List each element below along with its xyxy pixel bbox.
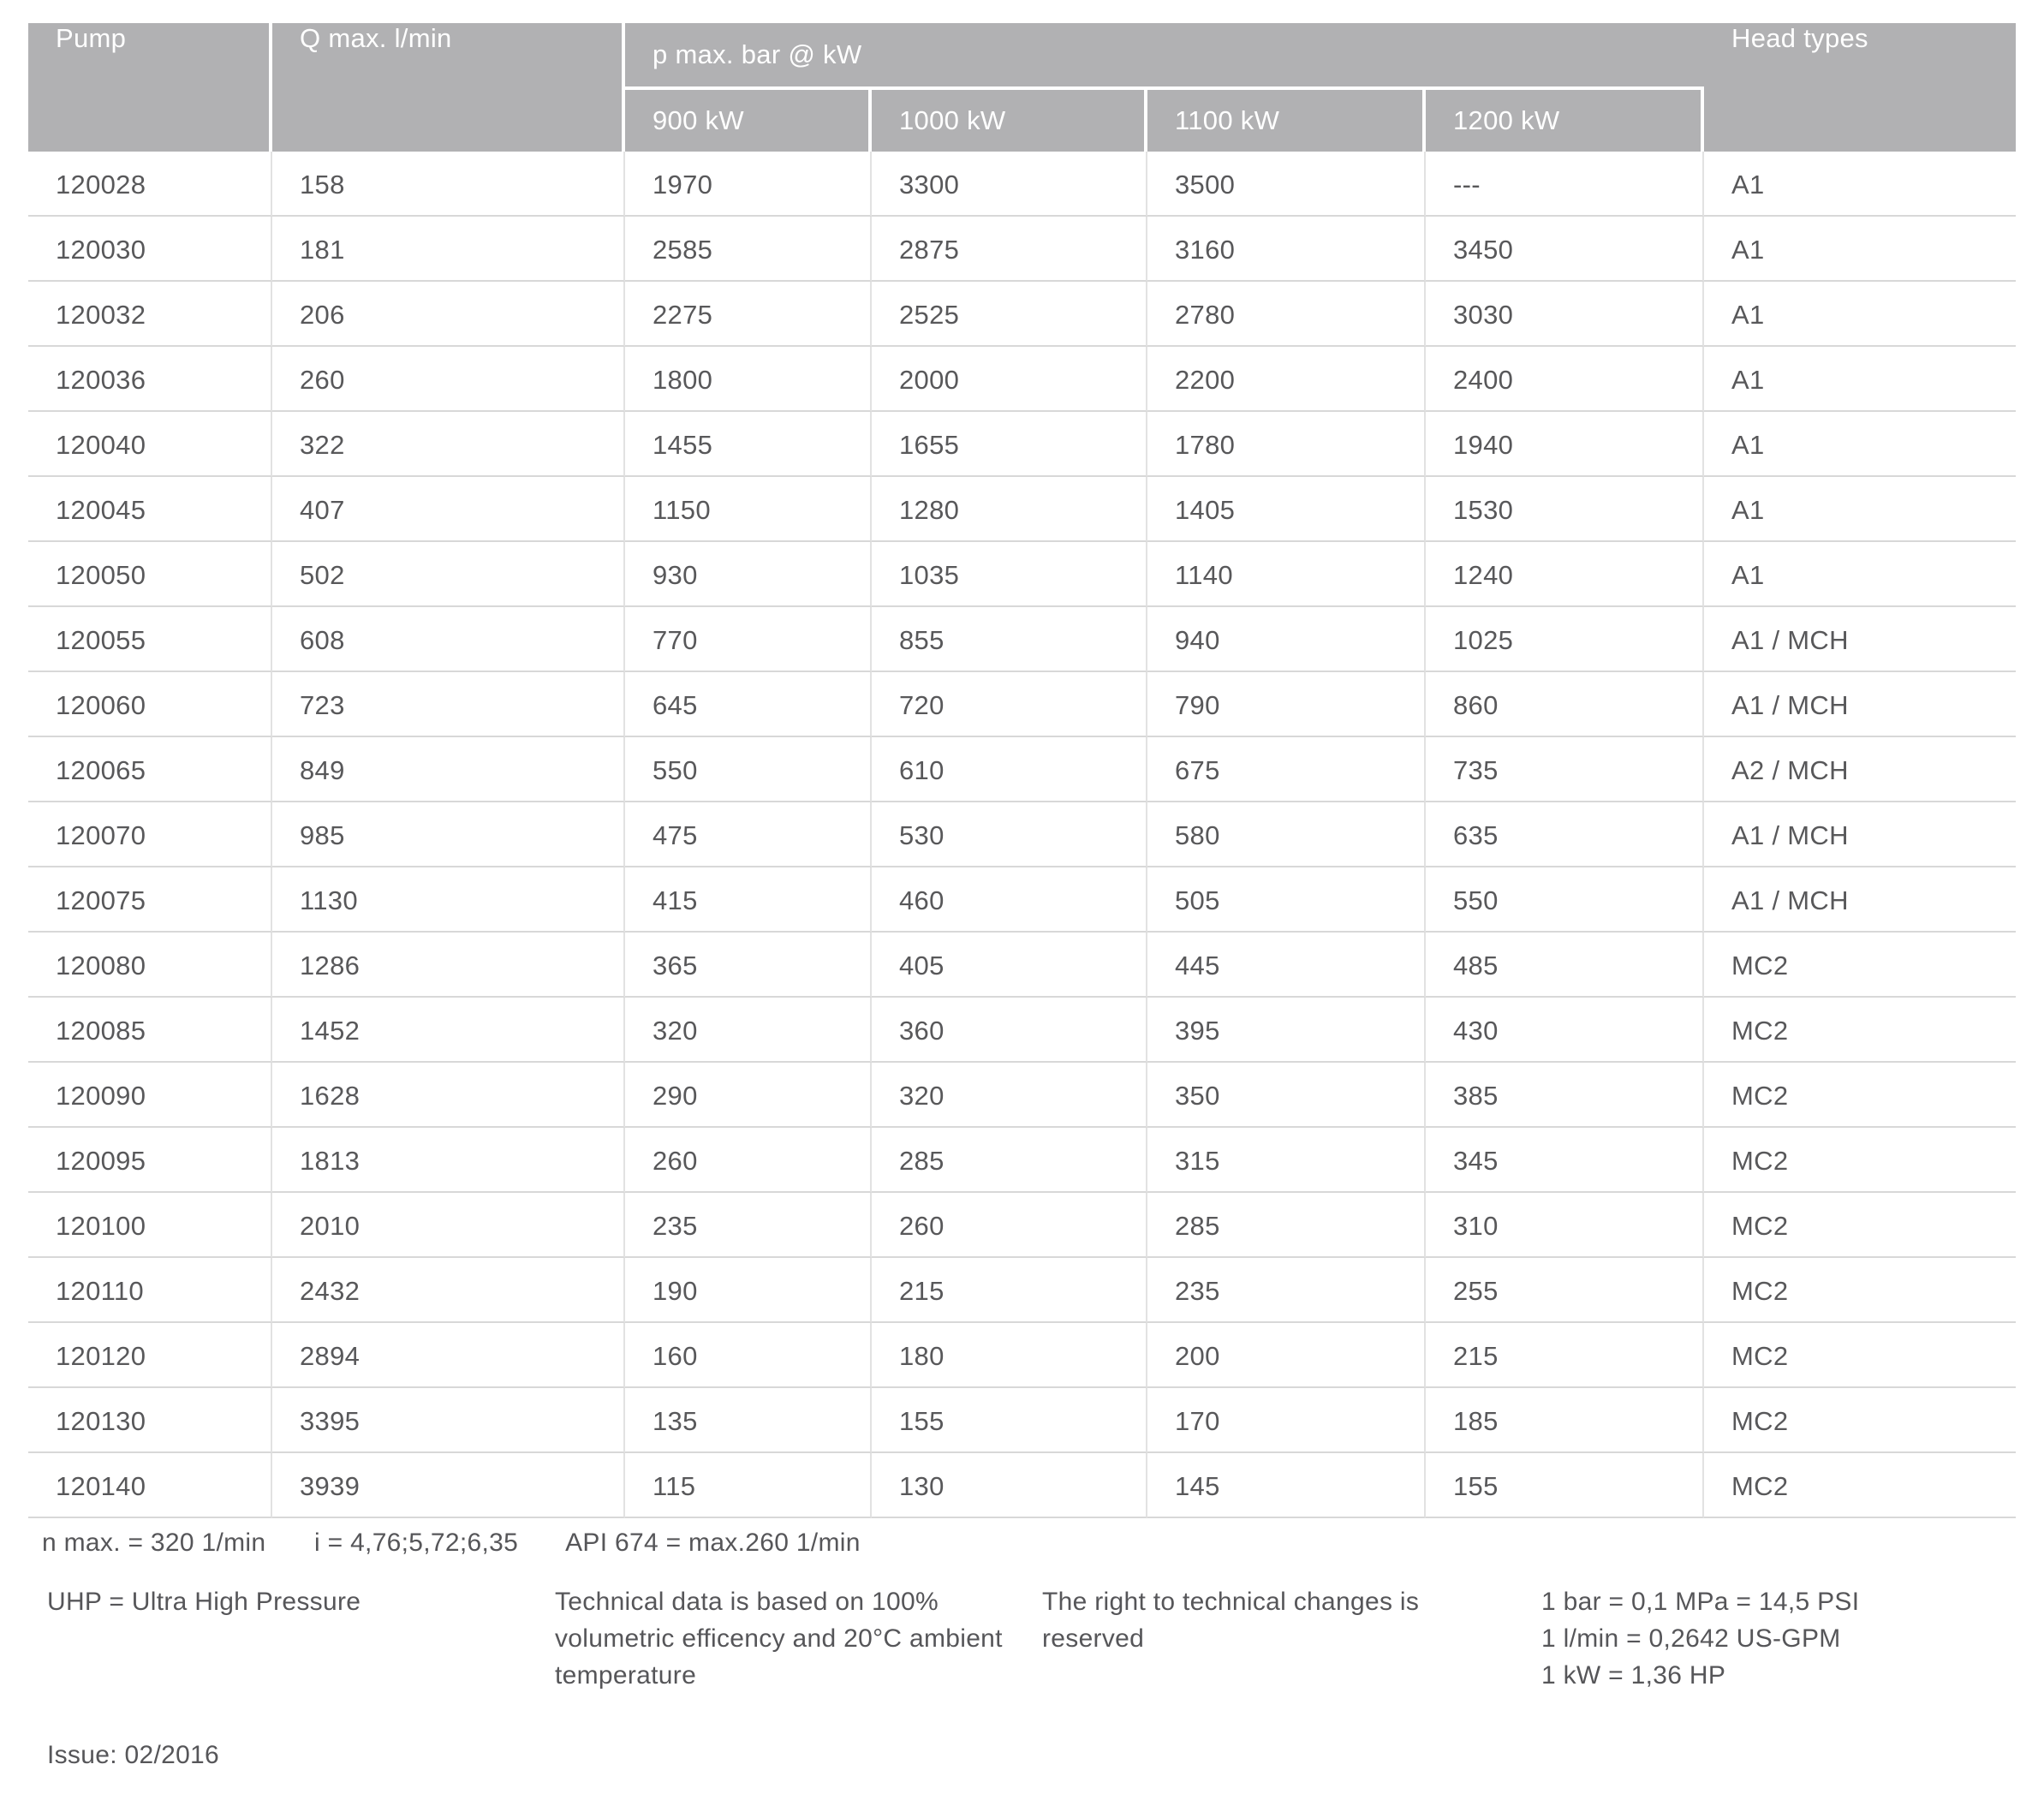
q-max-cell: 1628 <box>272 1063 625 1128</box>
table-row <box>28 217 2016 282</box>
pump-id-cell: 120085 <box>28 998 272 1063</box>
p-max-1000kw-cell: 155 <box>872 1388 1147 1453</box>
q-max-cell: 3395 <box>272 1388 625 1453</box>
p-max-1100kw-cell: 145 <box>1147 1453 1426 1518</box>
q-max-cell: 2010 <box>272 1193 625 1258</box>
p-max-900kw-cell: 290 <box>625 1063 872 1128</box>
technical-note: Technical data is based on 100% volumetric efficency and 20°C ambient temperature <box>555 1588 1003 1690</box>
pump-id-cell: 120120 <box>28 1323 272 1388</box>
p-max-1200kw-cell: 2400 <box>1426 347 1704 412</box>
p-max-1100kw-cell: 285 <box>1147 1193 1426 1258</box>
p-max-900kw-cell: 115 <box>625 1453 872 1518</box>
p-max-900kw-cell: 645 <box>625 672 872 737</box>
head-type-cell: MC2 <box>1704 1323 2016 1388</box>
p-max-900kw-cell: 475 <box>625 802 872 867</box>
p-max-1100kw-cell: 2200 <box>1147 347 1426 412</box>
head-type-cell: MC2 <box>1704 998 2016 1063</box>
head-type-cell: MC2 <box>1704 1128 2016 1193</box>
head-type-cell: A1 / MCH <box>1704 607 2016 672</box>
q-max-cell: 1452 <box>272 998 625 1063</box>
p-max-1100kw-cell: 1780 <box>1147 412 1426 477</box>
head-type-cell: A1 <box>1704 217 2016 282</box>
pump-id-cell: 120060 <box>28 672 272 737</box>
pump-id-cell: 120050 <box>28 542 272 607</box>
p-max-900kw-cell: 190 <box>625 1258 872 1323</box>
p-max-900kw-cell: 260 <box>625 1128 872 1193</box>
pump-id-cell: 120055 <box>28 607 272 672</box>
head-type-cell: A1 <box>1704 477 2016 542</box>
pump-id-cell: 120080 <box>28 933 272 998</box>
pump-id-cell: 120130 <box>28 1388 272 1453</box>
table-row <box>28 998 2016 1063</box>
p-max-1100kw-cell: 315 <box>1147 1128 1426 1193</box>
p-max-1200kw-cell: 735 <box>1426 737 1704 802</box>
head-type-cell: MC2 <box>1704 1453 2016 1518</box>
p-max-1100kw-cell: 1405 <box>1147 477 1426 542</box>
header-pump: Pump <box>28 23 272 152</box>
p-max-1100kw-cell: 445 <box>1147 933 1426 998</box>
p-max-1000kw-cell: 1035 <box>872 542 1147 607</box>
table-row <box>28 412 2016 477</box>
pump-id-cell: 120110 <box>28 1258 272 1323</box>
table-row <box>28 347 2016 412</box>
p-max-900kw-cell: 550 <box>625 737 872 802</box>
p-max-900kw-cell: 320 <box>625 998 872 1063</box>
p-max-1200kw-cell: 1530 <box>1426 477 1704 542</box>
p-max-1000kw-cell: 285 <box>872 1128 1147 1193</box>
pump-id-cell: 120075 <box>28 867 272 933</box>
p-max-1000kw-cell: 1655 <box>872 412 1147 477</box>
p-max-1200kw-cell: --- <box>1426 152 1704 217</box>
q-max-cell: 608 <box>272 607 625 672</box>
p-max-1000kw-cell: 1280 <box>872 477 1147 542</box>
conversion-kw: 1 kW = 1,36 HP <box>1541 1661 1726 1690</box>
head-type-cell: MC2 <box>1704 1193 2016 1258</box>
i-ratio-note: i = 4,76;5,72;6,35 <box>314 1529 519 1557</box>
p-max-900kw-cell: 2585 <box>625 217 872 282</box>
head-type-cell: A1 / MCH <box>1704 672 2016 737</box>
p-max-1200kw-cell: 3030 <box>1426 282 1704 347</box>
p-max-900kw-cell: 770 <box>625 607 872 672</box>
p-max-900kw-cell: 160 <box>625 1323 872 1388</box>
p-max-1200kw-cell: 310 <box>1426 1193 1704 1258</box>
q-max-cell: 206 <box>272 282 625 347</box>
head-type-cell: A1 <box>1704 282 2016 347</box>
table-row <box>28 1128 2016 1193</box>
table-body <box>28 152 2016 1518</box>
table-row <box>28 737 2016 802</box>
rights-note: The right to technical changes is reserved <box>1042 1588 1420 1653</box>
uhp-note: UHP = Ultra High Pressure <box>47 1588 361 1616</box>
pump-id-cell: 120090 <box>28 1063 272 1128</box>
header-1200kw: 1200 kW <box>1426 90 1704 152</box>
pump-id-cell: 120045 <box>28 477 272 542</box>
pump-id-cell: 120030 <box>28 217 272 282</box>
footnote-line <box>28 1529 2016 1558</box>
p-max-1000kw-cell: 720 <box>872 672 1147 737</box>
pump-id-cell: 120095 <box>28 1128 272 1193</box>
p-max-1200kw-cell: 485 <box>1426 933 1704 998</box>
p-max-900kw-cell: 930 <box>625 542 872 607</box>
p-max-1200kw-cell: 1240 <box>1426 542 1704 607</box>
pump-id-cell: 120028 <box>28 152 272 217</box>
p-max-1200kw-cell: 860 <box>1426 672 1704 737</box>
p-max-1200kw-cell: 215 <box>1426 1323 1704 1388</box>
p-max-1000kw-cell: 260 <box>872 1193 1147 1258</box>
p-max-1100kw-cell: 940 <box>1147 607 1426 672</box>
head-type-cell: A1 / MCH <box>1704 867 2016 933</box>
head-type-cell: MC2 <box>1704 1258 2016 1323</box>
n-max-note: n max. = 320 1/min <box>42 1529 266 1557</box>
head-type-cell: A1 <box>1704 412 2016 477</box>
head-type-cell: MC2 <box>1704 933 2016 998</box>
head-type-cell: A1 <box>1704 152 2016 217</box>
header-1000kw: 1000 kW <box>872 90 1147 152</box>
p-max-1200kw-cell: 1025 <box>1426 607 1704 672</box>
pump-id-cell: 120065 <box>28 737 272 802</box>
p-max-900kw-cell: 2275 <box>625 282 872 347</box>
table-row <box>28 672 2016 737</box>
q-max-cell: 2894 <box>272 1323 625 1388</box>
p-max-1000kw-cell: 405 <box>872 933 1147 998</box>
q-max-cell: 260 <box>272 347 625 412</box>
table-row <box>28 542 2016 607</box>
p-max-1200kw-cell: 430 <box>1426 998 1704 1063</box>
p-max-1100kw-cell: 395 <box>1147 998 1426 1063</box>
p-max-1100kw-cell: 235 <box>1147 1258 1426 1323</box>
p-max-1100kw-cell: 350 <box>1147 1063 1426 1128</box>
q-max-cell: 158 <box>272 152 625 217</box>
head-type-cell: A2 / MCH <box>1704 737 2016 802</box>
q-max-cell: 322 <box>272 412 625 477</box>
head-type-cell: A1 <box>1704 542 2016 607</box>
table-row <box>28 282 2016 347</box>
p-max-1100kw-cell: 3160 <box>1147 217 1426 282</box>
p-max-900kw-cell: 1970 <box>625 152 872 217</box>
issue-label: Issue: 02/2016 <box>47 1741 220 1769</box>
q-max-cell: 1130 <box>272 867 625 933</box>
table-row <box>28 1388 2016 1453</box>
p-max-1200kw-cell: 385 <box>1426 1063 1704 1128</box>
pump-id-cell: 120100 <box>28 1193 272 1258</box>
pump-id-cell: 120040 <box>28 412 272 477</box>
p-max-1000kw-cell: 2000 <box>872 347 1147 412</box>
p-max-1200kw-cell: 3450 <box>1426 217 1704 282</box>
p-max-1000kw-cell: 215 <box>872 1258 1147 1323</box>
p-max-1000kw-cell: 530 <box>872 802 1147 867</box>
p-max-900kw-cell: 365 <box>625 933 872 998</box>
conversion-notes <box>1541 1583 1859 1694</box>
p-max-1000kw-cell: 610 <box>872 737 1147 802</box>
head-type-cell: MC2 <box>1704 1063 2016 1128</box>
header-q-max: Q max. l/min <box>272 23 625 152</box>
header-900kw: 900 kW <box>625 90 872 152</box>
pump-id-cell: 120032 <box>28 282 272 347</box>
table-row <box>28 152 2016 217</box>
p-max-1000kw-cell: 320 <box>872 1063 1147 1128</box>
p-max-1000kw-cell: 130 <box>872 1453 1147 1518</box>
q-max-cell: 502 <box>272 542 625 607</box>
pump-id-cell: 120036 <box>28 347 272 412</box>
q-max-cell: 985 <box>272 802 625 867</box>
p-max-1000kw-cell: 2525 <box>872 282 1147 347</box>
table-row <box>28 1063 2016 1128</box>
table-row <box>28 1323 2016 1388</box>
table-row <box>28 933 2016 998</box>
p-max-900kw-cell: 235 <box>625 1193 872 1258</box>
p-max-1000kw-cell: 460 <box>872 867 1147 933</box>
head-type-cell: MC2 <box>1704 1388 2016 1453</box>
header-1100kw: 1100 kW <box>1147 90 1426 152</box>
p-max-1000kw-cell: 2875 <box>872 217 1147 282</box>
p-max-1100kw-cell: 3500 <box>1147 152 1426 217</box>
p-max-1000kw-cell: 360 <box>872 998 1147 1063</box>
p-max-900kw-cell: 135 <box>625 1388 872 1453</box>
q-max-cell: 407 <box>272 477 625 542</box>
p-max-1100kw-cell: 580 <box>1147 802 1426 867</box>
p-max-1200kw-cell: 185 <box>1426 1388 1704 1453</box>
pump-spec-table <box>28 23 2016 1518</box>
head-type-cell: A1 <box>1704 347 2016 412</box>
footer-columns <box>28 1583 2016 1703</box>
header-head-types: Head types <box>1704 23 2016 152</box>
table-row <box>28 802 2016 867</box>
p-max-900kw-cell: 1455 <box>625 412 872 477</box>
table-row <box>28 477 2016 542</box>
p-max-1200kw-cell: 255 <box>1426 1258 1704 1323</box>
p-max-1100kw-cell: 170 <box>1147 1388 1426 1453</box>
p-max-1000kw-cell: 180 <box>872 1323 1147 1388</box>
p-max-1200kw-cell: 550 <box>1426 867 1704 933</box>
table-header <box>28 23 2016 152</box>
p-max-1000kw-cell: 3300 <box>872 152 1147 217</box>
p-max-1100kw-cell: 200 <box>1147 1323 1426 1388</box>
q-max-cell: 1286 <box>272 933 625 998</box>
table-row <box>28 1258 2016 1323</box>
p-max-900kw-cell: 415 <box>625 867 872 933</box>
q-max-cell: 2432 <box>272 1258 625 1323</box>
q-max-cell: 181 <box>272 217 625 282</box>
p-max-1100kw-cell: 790 <box>1147 672 1426 737</box>
p-max-1100kw-cell: 675 <box>1147 737 1426 802</box>
p-max-1200kw-cell: 1940 <box>1426 412 1704 477</box>
api-note: API 674 = max.260 1/min <box>565 1529 861 1557</box>
conversion-bar: 1 bar = 0,1 MPa = 14,5 PSI <box>1541 1588 1860 1616</box>
q-max-cell: 723 <box>272 672 625 737</box>
q-max-cell: 1813 <box>272 1128 625 1193</box>
p-max-1100kw-cell: 505 <box>1147 867 1426 933</box>
p-max-1200kw-cell: 155 <box>1426 1453 1704 1518</box>
table-row <box>28 1453 2016 1518</box>
p-max-1100kw-cell: 2780 <box>1147 282 1426 347</box>
pump-id-cell: 120070 <box>28 802 272 867</box>
p-max-900kw-cell: 1800 <box>625 347 872 412</box>
conversion-lmin: 1 l/min = 0,2642 US-GPM <box>1541 1624 1841 1653</box>
pump-id-cell: 120140 <box>28 1453 272 1518</box>
header-p-max-group: p max. bar @ kW <box>625 23 1704 90</box>
p-max-1200kw-cell: 345 <box>1426 1128 1704 1193</box>
table-row <box>28 607 2016 672</box>
table-row <box>28 1193 2016 1258</box>
head-type-cell: A1 / MCH <box>1704 802 2016 867</box>
q-max-cell: 849 <box>272 737 625 802</box>
p-max-1200kw-cell: 635 <box>1426 802 1704 867</box>
p-max-900kw-cell: 1150 <box>625 477 872 542</box>
table-row <box>28 867 2016 933</box>
p-max-1100kw-cell: 1140 <box>1147 542 1426 607</box>
q-max-cell: 3939 <box>272 1453 625 1518</box>
p-max-1000kw-cell: 855 <box>872 607 1147 672</box>
